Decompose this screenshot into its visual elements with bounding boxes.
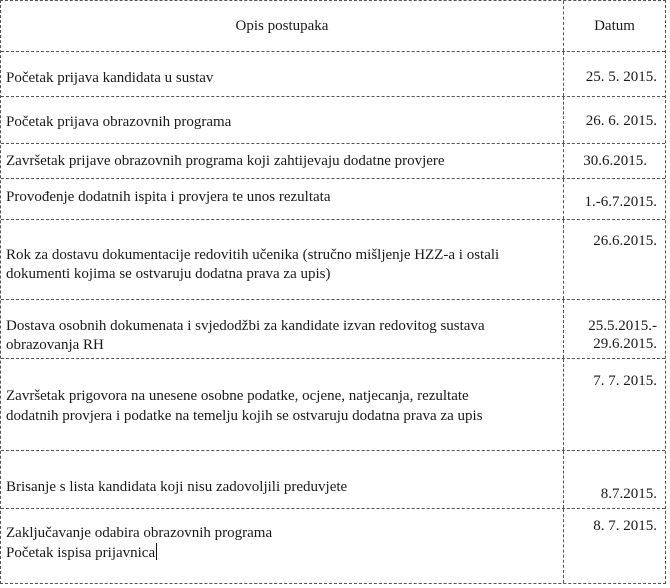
date-cell <box>564 220 665 299</box>
date-value: 25.5.2015.- <box>588 318 657 334</box>
date-cell <box>564 509 665 583</box>
table-row <box>1 300 665 359</box>
description-cell <box>1 179 564 219</box>
description-line: Brisanje s lista kandidata koji nisu zadovoljili preduvjete <box>6 479 348 495</box>
description-cell <box>1 509 564 583</box>
description-line: dokumenti kojima se ostvaruju dodatna prava za upis) <box>6 266 331 282</box>
description-cell <box>1 359 564 450</box>
date-cell <box>564 97 665 143</box>
date-value: 26. 6. 2015. <box>585 113 657 129</box>
date-value: 8. 7. 2015. <box>593 518 657 534</box>
table-row <box>1 220 665 300</box>
date-value: 8.7.2015. <box>600 486 657 502</box>
date-cell <box>564 359 665 450</box>
table-row <box>1 451 665 509</box>
date-value: 25. 5. 2015. <box>585 69 657 85</box>
table-header <box>1 1 665 52</box>
header-date-cell <box>564 1 665 51</box>
header-description-cell <box>1 1 564 51</box>
header-date: Datum <box>594 18 635 34</box>
date-value: 29.6.2015. <box>593 336 657 352</box>
date-cell <box>564 179 665 219</box>
description-line: Provođenje dodatnih ispita i provjera te unos rezultata <box>6 189 331 205</box>
date-value: 7. 7. 2015. <box>593 373 657 389</box>
description-cell <box>1 300 564 358</box>
table-row <box>1 144 665 179</box>
description-line: Završetak prijave obrazovnih programa koji zahtijevaju dodatne provjere <box>6 153 445 169</box>
date-cell <box>564 52 665 96</box>
description-line: obrazovanja RH <box>6 337 104 353</box>
table-row <box>1 97 665 144</box>
date-value: 1.-6.7.2015. <box>584 194 657 210</box>
description-line: Rok za dostavu dokumentacije redovitih učenika (stručno mišljenje HZZ-a i ostali <box>6 247 500 263</box>
description-line: Početak prijava kandidata u sustav <box>6 70 214 86</box>
text-cursor <box>156 543 157 560</box>
description-cell <box>1 451 564 508</box>
description-cell <box>1 220 564 299</box>
description-line: Početak prijava obrazovnih programa <box>6 114 232 130</box>
description-line: Završetak prigovora na unesene osobne podatke, ocjene, natjecanja, rezultate <box>6 388 469 404</box>
date-value: 30.6.2015. <box>583 153 647 169</box>
date-cell <box>564 144 665 178</box>
date-cell <box>564 451 665 508</box>
description-cell <box>1 144 564 178</box>
table-row <box>1 52 665 97</box>
description-line: Zaključavanje odabira obrazovnih programa <box>6 525 273 541</box>
description-line: Početak ispisa prijavnica <box>6 545 156 561</box>
table-row <box>1 179 665 220</box>
description-cell <box>1 52 564 96</box>
date-value: 26.6.2015. <box>593 233 657 249</box>
header-description: Opis postupaka <box>235 18 329 34</box>
date-cell <box>564 300 665 358</box>
description-line-with-caret[interactable] <box>6 543 557 563</box>
table-row <box>1 509 665 583</box>
description-line: Dostava osobnih dokumenata i svjedodžbi za kandidate izvan redovitog sustava <box>6 318 485 334</box>
description-cell <box>1 97 564 143</box>
table-row <box>1 359 665 451</box>
description-line: dodatnih provjera i podatke na temelju kojih se ostvaruju dodatna prava za upis <box>6 408 483 424</box>
